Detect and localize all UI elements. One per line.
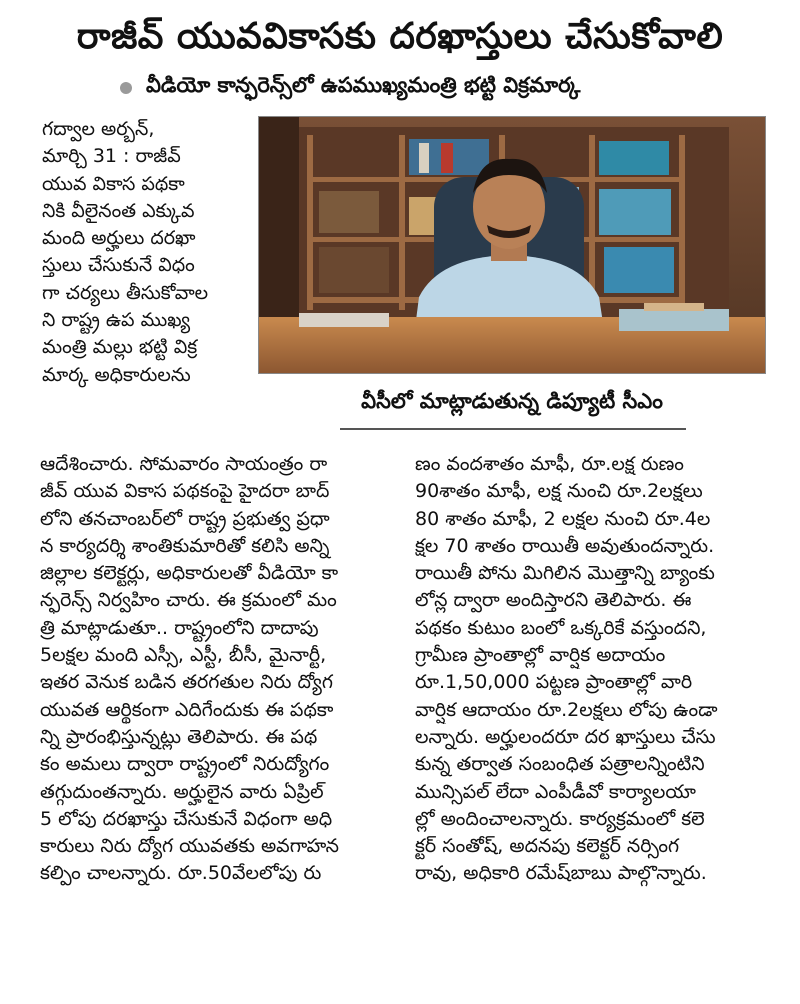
text-line: ణం వందశాతం మాఫీ, రూ.లక్ష రుణం	[415, 453, 684, 475]
text-line: యువ వికాస పథకా	[42, 172, 185, 195]
subheadline-row	[120, 72, 580, 104]
text-line: కల్పిం చాలన్నారు. రూ.50వేలలోపు రు	[40, 862, 322, 885]
headline: రాజీవ్ యువవికాసకు దరఖాస్తులు చేసుకోవాలి	[76, 16, 724, 57]
text-line: మంత్రి మల్లు భట్టి విక్ర	[42, 336, 198, 359]
text-line: రాయితీ పోను మిగిలిన మొత్తాన్ని బ్యాంకు	[415, 562, 715, 585]
photo-caption: వీసీలో మాట్లాడుతున్న డిప్యూటీ సీఎం	[361, 389, 663, 413]
text-line: మార్క అధికారులను	[42, 363, 191, 386]
text-line: గా చర్యలు తీసుకోవాల	[42, 281, 209, 304]
text-line: 5లక్షల మంది ఎస్సీ, ఎస్టీ, బీసీ, మైనార్టీ,	[40, 644, 327, 667]
text-line: వార్షిక ఆదాయం రూ.2లక్షలు లోపు ఉండా	[415, 698, 718, 721]
deputy-cm-photo	[259, 117, 766, 374]
text-line: రూ.1,50,000 పట్టణ ప్రాంతాల్లో వారి	[415, 671, 693, 694]
text-line: ఆదేశించారు. సోమవారం సాయంత్రం రా	[40, 453, 328, 475]
bullet-icon	[120, 82, 132, 94]
previous-article-fragment	[0, 0, 800, 8]
text-line: నికి వీలైనంత ఎక్కువ	[42, 199, 195, 222]
text-line: న్ని ప్రారంభిస్తున్నట్లు తెలిపారు. ఈ పథ	[40, 725, 318, 748]
text-line: రావు, అధికారి రమేష్‌బాబు పాల్గొన్నారు.	[415, 862, 707, 885]
text-line: ని రాష్ట్ర ఉప ముఖ్య	[42, 309, 191, 332]
text-line: స్తులు చేసుకునే విధం	[42, 254, 195, 277]
text-line: 90శాతం మాఫీ, లక్ష నుంచి రూ.2లక్షలు	[415, 480, 703, 503]
text-line: క్టర్ సంతోష్, అదనపు కలెక్టర్ నర్సింగ	[415, 835, 680, 858]
text-line: గ్రామీణ ప్రాంతాల్లో వార్షిక అదాయం	[415, 644, 666, 667]
text-line: మున్సిపల్ లేదా ఎంపీడీవో కార్యాలయా	[415, 780, 696, 803]
text-line: 5 లోపు దరఖాస్తు చేసుకునే విధంగా అధి	[40, 807, 333, 830]
subheadline: వీడియో కాన్ఫరెన్స్‌లో ఉపముఖ్యమంత్రి భట్టి విక్రమార్క	[146, 73, 581, 97]
body-column-left	[40, 451, 395, 888]
intro-column	[42, 116, 238, 389]
text-line: త్రి మాట్లాడుతూ.. రాష్ట్రంలోని దాదాపు	[40, 616, 319, 639]
text-line: లోన్ల ద్వారా అందిస్తారని తెలిపారు. ఈ	[415, 589, 692, 612]
text-line: యువత ఆర్థికంగా ఎదిగేందుకు ఈ పథకా	[40, 698, 334, 721]
text-line: గద్వాల అర్బన్,	[42, 118, 155, 140]
text-line: 80 శాతం మాఫీ, 2 లక్షల నుంచి రూ.4ల	[415, 507, 711, 530]
text-line: మంది అర్హులు దరఖా	[42, 227, 196, 250]
text-line: జిల్లాల కలెక్టర్లు, అధికారులతో వీడియో కా	[40, 562, 339, 585]
text-line: న కార్యదర్శి శాంతికుమారితో కలిసి అన్ని	[40, 534, 330, 557]
text-line: న్ఫరెన్స్ నిర్వహిం చారు. ఈ క్రమంలో మం	[40, 589, 337, 612]
text-line: పథకం కుటుం బంలో ఒక్కరికే వస్తుందని,	[415, 616, 707, 639]
caption-divider	[340, 428, 686, 430]
text-line: కారులు నిరు ద్యోగ యువతకు అవగాహన	[40, 835, 339, 858]
text-line: ల్లో అందించాలన్నారు. కార్యక్రమంలో కలె	[415, 807, 705, 830]
text-line: కం అమలు ద్వారా రాష్ట్రంలో నిరుద్యోగం	[40, 753, 330, 776]
text-line: జీవ్ యువ వికాస పథకంపై హైదరా బాద్	[40, 480, 330, 503]
text-line: మార్చి 31 : రాజీవ్	[42, 145, 181, 168]
text-line: లోని తనచాంబర్‌లో రాష్ట్ర ప్రభుత్వ ప్రధా	[40, 507, 330, 530]
news-photo	[258, 116, 766, 374]
text-line: క్షల 70 శాతం రాయితీ అవుతుందన్నారు.	[415, 534, 715, 557]
body-column-right	[415, 451, 770, 888]
text-line: ఇతర వెనుక బడిన తరగతుల నిరు ద్యోగ	[40, 671, 333, 694]
text-line: కున్న తర్వాత సంబంధిత పత్రాలన్నింటిని	[415, 753, 705, 776]
text-line: లన్నారు. అర్హులందరూ దర ఖాస్తులు చేసు	[415, 725, 716, 748]
text-line: తగ్గుదుంతన్నారు. అర్హులైన వారు ఏప్రిల్	[40, 780, 324, 803]
